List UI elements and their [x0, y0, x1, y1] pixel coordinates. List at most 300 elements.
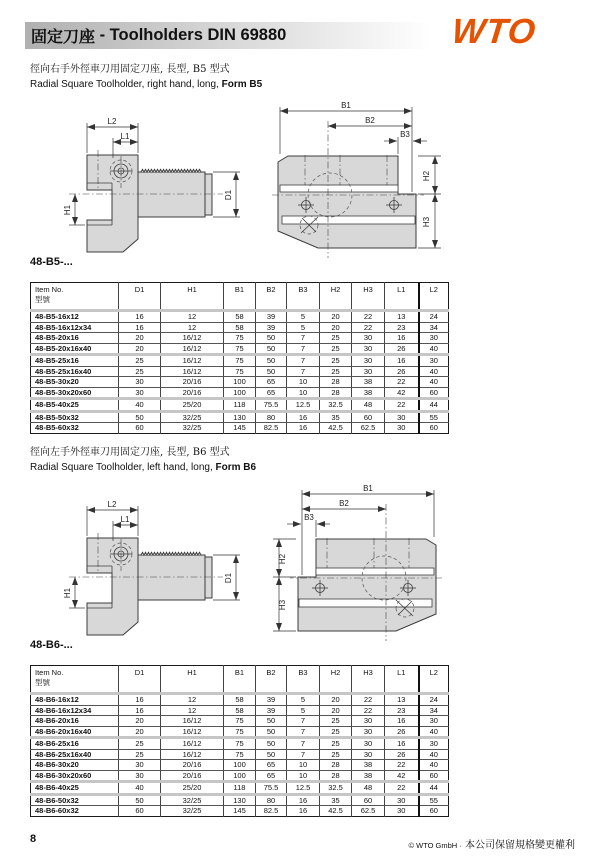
value-cell: 28 [320, 770, 352, 782]
table-row [31, 806, 449, 817]
column-header: D1 [119, 283, 161, 311]
table-row [31, 726, 449, 738]
value-cell: 30 [385, 806, 419, 817]
value-cell: 62.5 [352, 806, 385, 817]
value-cell: 30 [119, 387, 161, 399]
table-row [31, 738, 449, 750]
item-no-cell: 48-B6-30x20 [31, 760, 119, 771]
value-cell: 39 [256, 694, 287, 706]
value-cell: 34 [419, 322, 449, 333]
value-cell: 22 [352, 694, 385, 706]
value-cell: 50 [256, 333, 287, 344]
value-cell: 38 [352, 377, 385, 388]
value-cell: 55 [419, 794, 449, 806]
value-cell: 60 [119, 423, 161, 434]
value-cell: 60 [419, 806, 449, 817]
dim-label-l2: L2 [107, 500, 117, 509]
table-row [31, 705, 449, 716]
value-cell: 16 [287, 411, 320, 423]
value-cell: 50 [256, 355, 287, 367]
item-no-cell: 48-B6-40x25 [31, 782, 119, 795]
value-cell: 16 [385, 355, 419, 367]
value-cell: 22 [385, 399, 419, 412]
dim-label-b1: B1 [363, 484, 373, 493]
value-cell: 16 [385, 716, 419, 727]
value-cell: 16/12 [161, 343, 224, 355]
dim-label-d1: D1 [224, 189, 233, 201]
value-cell: 25 [320, 333, 352, 344]
tool-slot [282, 216, 415, 224]
value-cell: 118 [224, 782, 256, 795]
value-cell: 26 [385, 749, 419, 760]
value-cell: 32/25 [161, 411, 224, 423]
description-form-label: Form B5 [221, 79, 263, 90]
value-cell: 12 [161, 705, 224, 716]
drawing-side-view-b5 [45, 108, 250, 268]
value-cell: 26 [385, 726, 419, 738]
value-cell: 20 [119, 726, 161, 738]
column-header: H2 [320, 283, 352, 311]
description-en [30, 77, 262, 92]
value-cell: 20/16 [161, 770, 224, 782]
value-cell: 65 [256, 760, 287, 771]
value-cell: 60 [352, 411, 385, 423]
value-cell: 16 [119, 322, 161, 333]
column-header: B2 [256, 283, 287, 311]
value-cell: 16/12 [161, 366, 224, 377]
dim-label-h1: H1 [63, 204, 72, 216]
item-no-cell: 48-B5-20x16x40 [31, 343, 119, 355]
value-cell: 12 [161, 322, 224, 333]
value-cell: 16 [119, 311, 161, 323]
value-cell: 24 [419, 694, 449, 706]
tool-slot [316, 568, 434, 575]
value-cell: 22 [352, 705, 385, 716]
drawing-top-view-b5 [272, 92, 487, 264]
value-cell: 25 [119, 749, 161, 760]
value-cell: 30 [119, 770, 161, 782]
value-cell: 60 [419, 387, 449, 399]
value-cell: 30 [385, 411, 419, 423]
copyright [409, 836, 576, 851]
drawings-b6 [0, 475, 606, 655]
value-cell: 50 [256, 716, 287, 727]
table-row [31, 333, 449, 344]
dim-label-h3: H3 [422, 216, 431, 228]
column-header: B2 [256, 666, 287, 694]
value-cell: 25 [320, 749, 352, 760]
value-cell: 100 [224, 760, 256, 771]
value-cell: 28 [320, 760, 352, 771]
value-cell: 16 [385, 738, 419, 750]
value-cell: 20/16 [161, 387, 224, 399]
value-cell: 42 [385, 770, 419, 782]
value-cell: 118 [224, 399, 256, 412]
column-header: H2 [320, 666, 352, 694]
value-cell: 32/25 [161, 794, 224, 806]
value-cell: 20/16 [161, 760, 224, 771]
value-cell: 50 [256, 366, 287, 377]
value-cell: 10 [287, 387, 320, 399]
value-cell: 75 [224, 716, 256, 727]
item-no-cell: 48-B6-60x32 [35, 806, 79, 815]
value-cell: 7 [287, 749, 320, 760]
value-cell: 30 [352, 366, 385, 377]
toolholder-body [272, 121, 424, 258]
item-no-cell: 48-B6-50x32 [31, 794, 119, 806]
value-cell: 80 [256, 411, 287, 423]
column-header-item-zh: 型號 [35, 295, 50, 304]
item-no-cell: 48-B5-30x20x60 [31, 387, 119, 399]
value-cell: 22 [385, 782, 419, 795]
value-cell: 16 [119, 705, 161, 716]
value-cell: 12.5 [287, 782, 320, 795]
page-number: 8 [30, 833, 37, 845]
dim-label-h2: H2 [422, 170, 431, 182]
value-cell: 25 [119, 366, 161, 377]
header-bar [25, 22, 433, 49]
table-row [31, 749, 449, 760]
serration [141, 552, 201, 555]
value-cell: 16/12 [161, 716, 224, 727]
table-row [31, 387, 449, 399]
toolholder-body [69, 533, 223, 635]
item-no-cell: 48-B6-20x16x40 [31, 726, 119, 738]
value-cell: 50 [119, 794, 161, 806]
toolholder-body-mirrored [273, 490, 442, 641]
value-cell: 16/12 [161, 726, 224, 738]
table-row [31, 322, 449, 333]
value-cell: 100 [224, 770, 256, 782]
dim-label-h2: H2 [278, 553, 287, 565]
table-row [31, 411, 449, 423]
table-row [31, 311, 449, 323]
value-cell: 25 [320, 343, 352, 355]
shank [138, 172, 205, 217]
value-cell: 40 [419, 749, 449, 760]
value-cell: 35 [320, 794, 352, 806]
value-cell: 42.5 [320, 806, 352, 817]
value-cell: 50 [256, 749, 287, 760]
value-cell: 30 [419, 333, 449, 344]
item-no-cell: 48-B5-20x16 [31, 333, 119, 344]
page-title-en: - Toolholders DIN 69880 [95, 26, 287, 44]
item-no-cell: 48-B5-40x25 [31, 399, 119, 412]
table-row [31, 377, 449, 388]
value-cell: 50 [256, 738, 287, 750]
value-cell: 16 [287, 794, 320, 806]
description-form-label: Form B6 [215, 462, 257, 473]
value-cell: 16 [287, 806, 320, 817]
value-cell: 30 [352, 343, 385, 355]
value-cell: 65 [256, 377, 287, 388]
item-no-cell: 48-B5-25x16x40 [31, 366, 119, 377]
value-cell: 62.5 [352, 423, 385, 434]
section-description [30, 62, 262, 92]
value-cell: 20 [320, 311, 352, 323]
value-cell: 75 [224, 726, 256, 738]
value-cell: 40 [119, 399, 161, 412]
dim-label-b1: B1 [341, 101, 351, 110]
page-title-zh: 固定刀座 [31, 27, 96, 46]
value-cell: 12 [161, 694, 224, 706]
value-cell: 130 [224, 411, 256, 423]
value-cell: 39 [256, 322, 287, 333]
value-cell: 16 [119, 694, 161, 706]
column-header: L1 [385, 283, 419, 311]
drawing-side-view-b6 [45, 491, 250, 651]
series-label-b5: 48-B5-... [30, 256, 73, 268]
value-cell: 60 [352, 794, 385, 806]
value-cell: 28 [320, 387, 352, 399]
value-cell: 30 [419, 738, 449, 750]
value-cell: 16/12 [161, 355, 224, 367]
value-cell: 60 [419, 423, 449, 434]
table-row [31, 716, 449, 727]
value-cell: 30 [385, 423, 419, 434]
item-no-cell: 48-B5-30x20 [31, 377, 119, 388]
table-row [31, 355, 449, 367]
description-en [30, 460, 256, 475]
value-cell: 30 [352, 355, 385, 367]
dim-label-b2: B2 [339, 499, 349, 508]
value-cell: 75 [224, 355, 256, 367]
value-cell: 48 [352, 782, 385, 795]
value-cell: 25 [320, 355, 352, 367]
dim-label-l2: L2 [107, 117, 117, 126]
value-cell: 5 [287, 311, 320, 323]
shank [138, 555, 205, 600]
value-cell: 16 [287, 423, 320, 434]
value-cell: 7 [287, 366, 320, 377]
value-cell: 40 [419, 760, 449, 771]
column-header: B3 [287, 283, 320, 311]
value-cell: 13 [385, 694, 419, 706]
value-cell: 50 [119, 411, 161, 423]
value-cell: 25 [119, 738, 161, 750]
item-no-cell: 48-B6-25x16 [31, 738, 119, 750]
description-zh: 徑向左手外徑車刀用固定刀座, 長型, B6 型式 [30, 447, 230, 458]
column-header: L2 [419, 283, 449, 311]
drawing-top-view-b6 [272, 475, 487, 647]
series-label-b6: 48-B6-... [30, 639, 73, 651]
dim-label-d1: D1 [224, 572, 233, 584]
value-cell: 30 [385, 794, 419, 806]
value-cell: 7 [287, 738, 320, 750]
value-cell: 38 [352, 387, 385, 399]
serration [141, 169, 201, 172]
value-cell: 5 [287, 322, 320, 333]
value-cell: 44 [419, 782, 449, 795]
toolholder-body [69, 150, 223, 252]
value-cell: 58 [224, 322, 256, 333]
value-cell: 30 [419, 716, 449, 727]
value-cell: 82.5 [256, 423, 287, 434]
value-cell: 10 [287, 377, 320, 388]
item-no-cell: 48-B5-25x16 [31, 355, 119, 367]
value-cell: 20 [119, 716, 161, 727]
value-cell: 12 [161, 311, 224, 323]
section-description [30, 445, 256, 475]
value-cell: 42 [385, 387, 419, 399]
column-header-item-en: Item No. [35, 285, 64, 294]
value-cell: 39 [256, 705, 287, 716]
value-cell: 60 [119, 806, 161, 817]
value-cell: 25/20 [161, 399, 224, 412]
item-no-cell: 48-B6-25x16x40 [31, 749, 119, 760]
value-cell: 22 [352, 311, 385, 323]
item-no-cell: 48-B6-30x20x60 [31, 770, 119, 782]
table-row [31, 782, 449, 795]
value-cell: 40 [419, 377, 449, 388]
value-cell: 50 [256, 343, 287, 355]
value-cell: 44 [419, 399, 449, 412]
value-cell: 48 [352, 399, 385, 412]
value-cell: 130 [224, 794, 256, 806]
column-header: H1 [161, 666, 224, 694]
dim-label-l1: L1 [120, 132, 130, 141]
section-form-b5 [0, 60, 606, 443]
value-cell: 28 [320, 377, 352, 388]
value-cell: 65 [256, 387, 287, 399]
column-header: B1 [224, 283, 256, 311]
value-cell: 26 [385, 366, 419, 377]
value-cell: 24 [419, 311, 449, 323]
value-cell: 65 [256, 770, 287, 782]
table-row [31, 423, 449, 434]
column-header: L1 [385, 666, 419, 694]
copyright-zh: 本公司保留規格變更權利 [461, 840, 575, 851]
value-cell: 25 [320, 738, 352, 750]
value-cell: 25/20 [161, 782, 224, 795]
value-cell: 40 [419, 726, 449, 738]
value-cell: 20/16 [161, 377, 224, 388]
value-cell: 75 [224, 738, 256, 750]
value-cell: 75 [224, 343, 256, 355]
value-cell: 30 [352, 738, 385, 750]
column-header: L2 [419, 666, 449, 694]
value-cell: 30 [352, 333, 385, 344]
value-cell: 50 [256, 726, 287, 738]
value-cell: 32/25 [161, 806, 224, 817]
value-cell: 60 [419, 770, 449, 782]
value-cell: 13 [385, 311, 419, 323]
value-cell: 145 [224, 806, 256, 817]
value-cell: 23 [385, 705, 419, 716]
section-form-b6 [0, 443, 606, 826]
value-cell: 7 [287, 343, 320, 355]
value-cell: 7 [287, 726, 320, 738]
dim-label-b2: B2 [365, 116, 375, 125]
value-cell: 58 [224, 311, 256, 323]
column-header: D1 [119, 666, 161, 694]
value-cell: 16/12 [161, 738, 224, 750]
column-header-item [31, 666, 119, 694]
value-cell: 58 [224, 694, 256, 706]
item-no-cell: 48-B5-16x12 [31, 311, 119, 323]
column-header: H3 [352, 666, 385, 694]
value-cell: 75 [224, 366, 256, 377]
value-cell: 30 [119, 377, 161, 388]
value-cell: 38 [352, 760, 385, 771]
value-cell: 5 [287, 705, 320, 716]
value-cell: 20 [119, 333, 161, 344]
table-row [31, 694, 449, 706]
spec-table-b6 [30, 665, 449, 817]
column-header: B1 [224, 666, 256, 694]
item-no-cell: 48-B5-50x32 [31, 411, 119, 423]
value-cell: 35 [320, 411, 352, 423]
value-cell: 22 [385, 760, 419, 771]
copyright-en: © WTO GmbH · [408, 841, 462, 850]
value-cell: 20 [320, 705, 352, 716]
value-cell: 16 [385, 333, 419, 344]
value-cell: 30 [352, 749, 385, 760]
value-cell: 10 [287, 770, 320, 782]
value-cell: 10 [287, 760, 320, 771]
value-cell: 75.5 [256, 782, 287, 795]
item-no-cell: 48-B6-16x12x34 [31, 705, 119, 716]
column-header-item-en: Item No. [35, 668, 64, 677]
value-cell: 40 [119, 782, 161, 795]
spec-table-b5 [30, 282, 449, 434]
value-cell: 75 [224, 749, 256, 760]
value-cell: 23 [385, 322, 419, 333]
table-row [31, 770, 449, 782]
value-cell: 30 [352, 726, 385, 738]
value-cell: 145 [224, 423, 256, 434]
value-cell: 30 [419, 355, 449, 367]
item-no-cell: 48-B6-20x16 [31, 716, 119, 727]
dim-label-h3: H3 [278, 599, 287, 611]
table-row [31, 366, 449, 377]
table-row [31, 760, 449, 771]
value-cell: 22 [352, 322, 385, 333]
value-cell: 7 [287, 333, 320, 344]
wto-logo: WTO [450, 12, 539, 51]
column-header-item-zh: 型號 [35, 678, 50, 687]
value-cell: 25 [119, 355, 161, 367]
value-cell: 32.5 [320, 782, 352, 795]
value-cell: 32/25 [161, 423, 224, 434]
drawings-b5 [0, 92, 606, 272]
value-cell: 42.5 [320, 423, 352, 434]
description-en-text: Radial Square Toolholder, right hand, long, [30, 79, 222, 90]
value-cell: 16/12 [161, 749, 224, 760]
value-cell: 12.5 [287, 399, 320, 412]
dim-label-h1: H1 [63, 587, 72, 599]
value-cell: 20 [320, 322, 352, 333]
value-cell: 80 [256, 794, 287, 806]
column-header: B3 [287, 666, 320, 694]
column-header: H1 [161, 283, 224, 311]
description-zh: 徑向右手外徑車刀用固定刀座, 長型, B5 型式 [30, 64, 230, 75]
value-cell: 38 [352, 770, 385, 782]
table-row [31, 399, 449, 412]
value-cell: 75 [224, 333, 256, 344]
value-cell: 100 [224, 387, 256, 399]
value-cell: 7 [287, 355, 320, 367]
item-no-cell: 48-B6-16x12 [31, 694, 119, 706]
table-row [31, 343, 449, 355]
value-cell: 25 [320, 726, 352, 738]
value-cell: 30 [352, 716, 385, 727]
value-cell: 100 [224, 377, 256, 388]
item-no-cell: 48-B5-16x12x34 [31, 322, 119, 333]
description-en-text: Radial Square Toolholder, left hand, long, [30, 462, 216, 473]
value-cell: 32.5 [320, 399, 352, 412]
value-cell: 5 [287, 694, 320, 706]
